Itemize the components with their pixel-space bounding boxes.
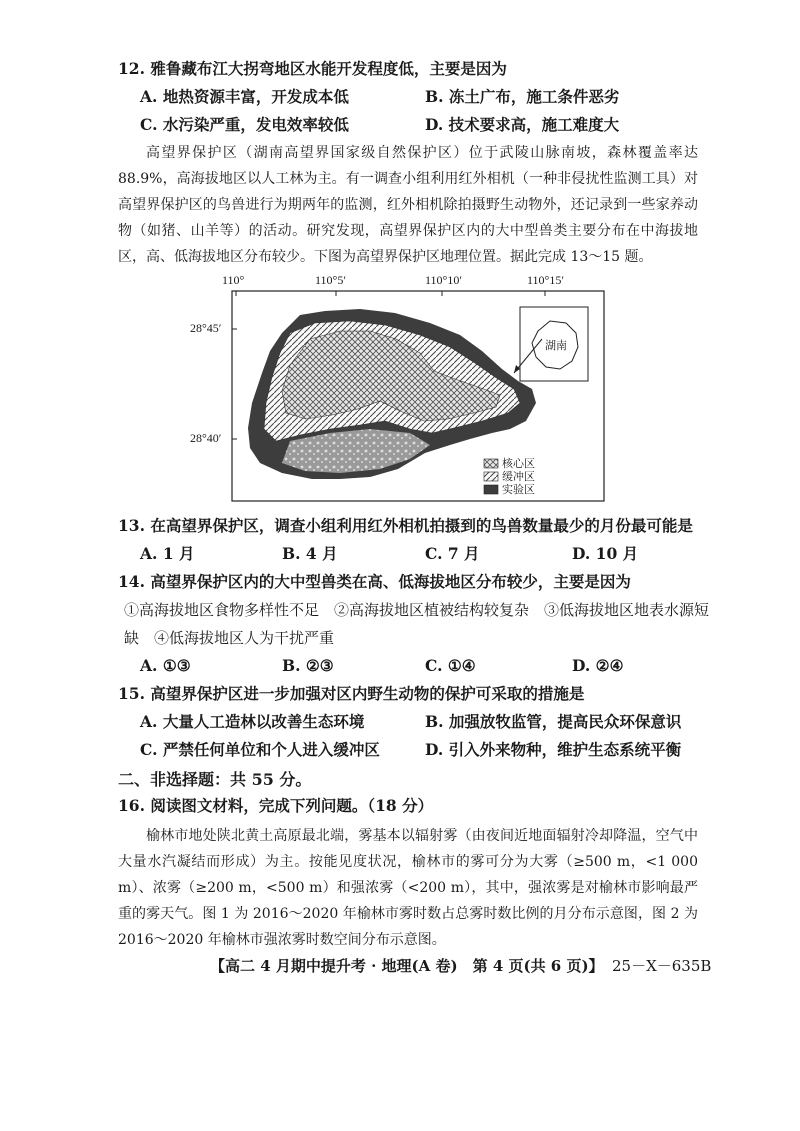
legend-swatch-experimental — [484, 485, 498, 494]
q12-option-b: B. 冻土广布，施工条件恶劣 — [425, 87, 620, 106]
q13-option-b: B. 4 月 — [282, 544, 338, 563]
q12-option-d: D. 技术要求高，施工难度大 — [425, 115, 620, 134]
q15-option-b: B. 加强放牧监管，提高民众环保意识 — [425, 712, 682, 731]
footer-code: 25－X－635B — [612, 957, 712, 975]
q13-option-d: D. 10 月 — [572, 544, 639, 563]
q15-option-a: A. 大量人工造林以改善生态环境 — [140, 712, 365, 731]
material-paragraph: 高望界保护区（湖南高望界国家级自然保护区）位于武陵山脉南坡，森林覆盖率达 88.9%，高海拔地区以人工林为主。有一调查小组利用红外相机（一种非侵扰性监测工具）对高望界保护区的鸟兽进行为期两年的监测，红外相机除拍摄野生动物外，还记录到一些家养动物（如猪、山羊等）的活动。研究发现，高望界保护区内的大中型兽类主要分布在中海拔地区，高、低海拔地区分布较少。下图为高望界保护区地理位置。据此完成 13～15 题。 — [118, 145, 698, 265]
q12-option-c: C. 水污染严重，发电效率较低 — [140, 115, 349, 134]
lon-label-2: 110°5′ — [315, 273, 346, 287]
reserve-location-map — [190, 273, 610, 513]
footer-title: 【高二 4 月期中提升考 · 地理(A 卷) 第 4 页(共 6 页)】 — [210, 957, 604, 975]
q14-option-c: C. ①④ — [425, 656, 476, 675]
q14-statements-line1: ①高海拔地区食物多样性不足 ②高海拔地区植被结构较复杂 ③低海拔地区地表水源短 — [124, 601, 710, 619]
legend-swatch-buffer — [484, 472, 498, 481]
q13-option-c: C. 7 月 — [425, 544, 480, 563]
map-svg — [220, 273, 610, 513]
legend-core: 核心区 — [502, 458, 535, 470]
legend-buffer: 缓冲区 — [502, 471, 535, 483]
lat-label-2: 28°40′ — [190, 431, 222, 445]
lat-label-1: 28°45′ — [190, 321, 222, 335]
q15-option-c: C. 严禁任何单位和个人进入缓冲区 — [140, 740, 380, 759]
q12-option-a: A. 地热资源丰富，开发成本低 — [140, 87, 349, 106]
lon-label-3: 110°10′ — [425, 273, 462, 287]
q14-option-a: A. ①③ — [140, 656, 191, 675]
q16-paragraph: 榆林市地处陕北黄土高原最北端，雾基本以辐射雾（由夜间近地面辐射冷却降温，空气中大量水汽凝结而形成）为主。按能见度状况，榆林市的雾可分为大雾（≥500 m，<1 000 m）、浓雾（≥200 m，<500 m）和强浓雾（<200 m），其中，强浓雾是对榆林市影响最严重的雾天气。图 1 为 2016～2020 年榆林市雾时数占总雾时数比例的月分布示意图，图 2 为 2016～2020 年榆林市强浓雾时数空间分布示意图。 — [118, 828, 698, 948]
q14-option-b: B. ②③ — [282, 656, 334, 675]
q14-stem: 14. 高望界保护区内的大中型兽类在高、低海拔地区分布较少，主要是因为 — [118, 572, 631, 591]
q15-stem: 15. 高望界保护区进一步加强对区内野生动物的保护可采取的措施是 — [118, 684, 585, 703]
q15-option-d: D. 引入外来物种，维护生态系统平衡 — [425, 740, 682, 759]
section-2-heading: 二、非选择题：共 55 分。 — [118, 770, 312, 789]
q13-option-a: A. 1 月 — [140, 544, 195, 563]
q14-statements-line2: 缺 ④低海拔地区人为干扰严重 — [124, 629, 335, 647]
legend-swatch-core — [484, 459, 498, 468]
lon-label-1: 110° — [222, 273, 245, 287]
legend-experimental: 实验区 — [502, 484, 535, 496]
q14-option-d: D. ②④ — [572, 656, 624, 675]
inset-label: 湖南 — [545, 340, 567, 352]
lon-label-4: 110°15′ — [527, 273, 564, 287]
q13-stem: 13. 在高望界保护区，调查小组利用红外相机拍摄到的鸟兽数量最少的月份最可能是 — [118, 516, 693, 535]
q16-stem: 16. 阅读图文材料，完成下列问题。（18 分） — [118, 796, 434, 815]
q12-stem: 12. 雅鲁藏布江大拐弯地区水能开发程度低，主要是因为 — [118, 59, 507, 78]
map-legend — [484, 456, 535, 496]
